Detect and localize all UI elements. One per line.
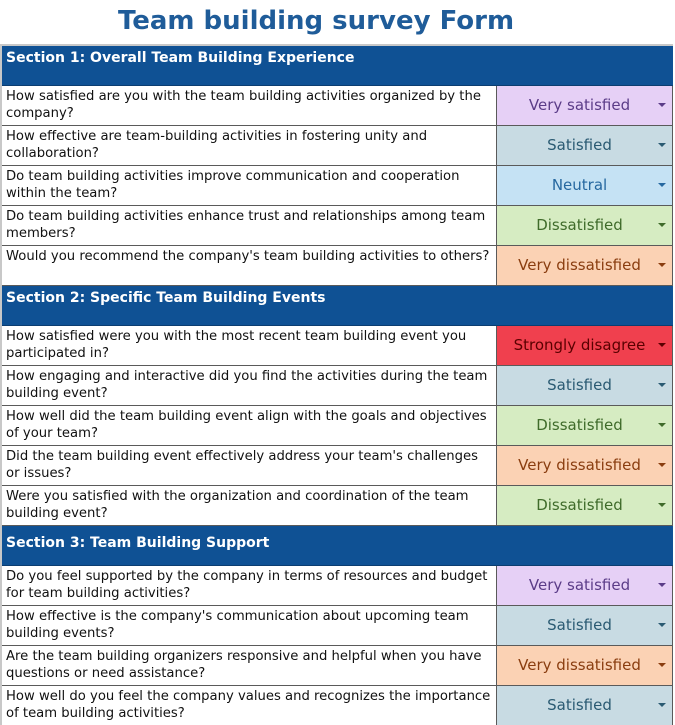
answer-dropdown[interactable] bbox=[497, 646, 673, 686]
question-cell: Are the team building organizers responsive and helpful when you have questions or need assistance? bbox=[2, 646, 497, 686]
question-cell: How satisfied are you with the team building activities organized by the company? bbox=[2, 86, 497, 126]
answer-dropdown[interactable] bbox=[497, 566, 673, 606]
chevron-down-icon[interactable] bbox=[658, 623, 666, 627]
question-cell: How effective are team-building activities in fostering unity and collaboration? bbox=[2, 126, 497, 166]
answer-value: Very dissatisfied bbox=[518, 456, 641, 474]
answer-value: Satisfied bbox=[547, 376, 612, 394]
question-cell: Were you satisfied with the organization and coordination of the team building event? bbox=[2, 486, 497, 526]
table-row bbox=[2, 686, 673, 725]
answer-dropdown[interactable] bbox=[497, 166, 673, 206]
chevron-down-icon[interactable] bbox=[658, 463, 666, 467]
answer-dropdown[interactable] bbox=[497, 246, 673, 286]
answer-dropdown[interactable] bbox=[497, 606, 673, 646]
survey-sheet bbox=[0, 44, 673, 725]
table-row bbox=[2, 366, 673, 406]
answer-value: Very dissatisfied bbox=[518, 656, 641, 674]
table-row bbox=[2, 486, 673, 526]
table-row bbox=[2, 326, 673, 366]
page-title: Team building survey Form bbox=[117, 6, 515, 36]
chevron-down-icon[interactable] bbox=[658, 703, 666, 707]
chevron-down-icon[interactable] bbox=[658, 423, 666, 427]
answer-value: Satisfied bbox=[547, 696, 612, 714]
chevron-down-icon[interactable] bbox=[658, 223, 666, 227]
answer-dropdown[interactable] bbox=[497, 446, 673, 486]
chevron-down-icon[interactable] bbox=[658, 263, 666, 267]
answer-dropdown[interactable] bbox=[497, 406, 673, 446]
chevron-down-icon[interactable] bbox=[658, 143, 666, 147]
chevron-down-icon[interactable] bbox=[658, 383, 666, 387]
chevron-down-icon[interactable] bbox=[658, 103, 666, 107]
answer-dropdown[interactable] bbox=[497, 486, 673, 526]
answer-value: Satisfied bbox=[547, 616, 612, 634]
table-row bbox=[2, 566, 673, 606]
answer-value: Strongly disagree bbox=[513, 336, 646, 354]
question-cell: How satisfied were you with the most recent team building event you participated in? bbox=[2, 326, 497, 366]
answer-value: Very satisfied bbox=[528, 96, 631, 114]
question-cell: Do team building activities enhance trust and relationships among team members? bbox=[2, 206, 497, 246]
answer-dropdown[interactable] bbox=[497, 366, 673, 406]
section-header: Section 2: Specific Team Building Events bbox=[2, 286, 673, 326]
section-header: Section 1: Overall Team Building Experience bbox=[2, 46, 673, 86]
chevron-down-icon[interactable] bbox=[658, 183, 666, 187]
answer-dropdown[interactable] bbox=[497, 86, 673, 126]
answer-value: Neutral bbox=[551, 176, 608, 194]
table-row bbox=[2, 446, 673, 486]
table-row bbox=[2, 166, 673, 206]
question-cell: Did the team building event effectively address your team's challenges or issues? bbox=[2, 446, 497, 486]
chevron-down-icon[interactable] bbox=[658, 663, 666, 667]
chevron-down-icon[interactable] bbox=[658, 343, 666, 347]
table-row bbox=[2, 126, 673, 166]
question-cell: How well do you feel the company values and recognizes the importance of team building activities? bbox=[2, 686, 497, 725]
answer-dropdown[interactable] bbox=[497, 686, 673, 725]
answer-value: Very satisfied bbox=[528, 576, 631, 594]
question-cell: How well did the team building event align with the goals and objectives of your team? bbox=[2, 406, 497, 446]
question-cell: Do team building activities improve communication and cooperation within the team? bbox=[2, 166, 497, 206]
table-row bbox=[2, 606, 673, 646]
answer-dropdown[interactable] bbox=[497, 326, 673, 366]
table-row bbox=[2, 206, 673, 246]
question-cell: How effective is the company's communication about upcoming team building events? bbox=[2, 606, 497, 646]
answer-value: Dissatisfied bbox=[536, 496, 623, 514]
table-row bbox=[2, 246, 673, 286]
chevron-down-icon[interactable] bbox=[658, 583, 666, 587]
answer-value: Dissatisfied bbox=[536, 216, 623, 234]
question-cell: Do you feel supported by the company in terms of resources and budget for team building activities? bbox=[2, 566, 497, 606]
section-header: Section 3: Team Building Support bbox=[2, 526, 673, 566]
answer-value: Dissatisfied bbox=[536, 416, 623, 434]
answer-dropdown[interactable] bbox=[497, 206, 673, 246]
answer-dropdown[interactable] bbox=[497, 126, 673, 166]
table-row bbox=[2, 86, 673, 126]
table-row bbox=[2, 646, 673, 686]
question-cell: How engaging and interactive did you find the activities during the team building event? bbox=[2, 366, 497, 406]
answer-value: Satisfied bbox=[547, 136, 612, 154]
answer-value: Very dissatisfied bbox=[518, 256, 641, 274]
question-cell: Would you recommend the company's team building activities to others? bbox=[2, 246, 497, 286]
table-row bbox=[2, 406, 673, 446]
chevron-down-icon[interactable] bbox=[658, 503, 666, 507]
